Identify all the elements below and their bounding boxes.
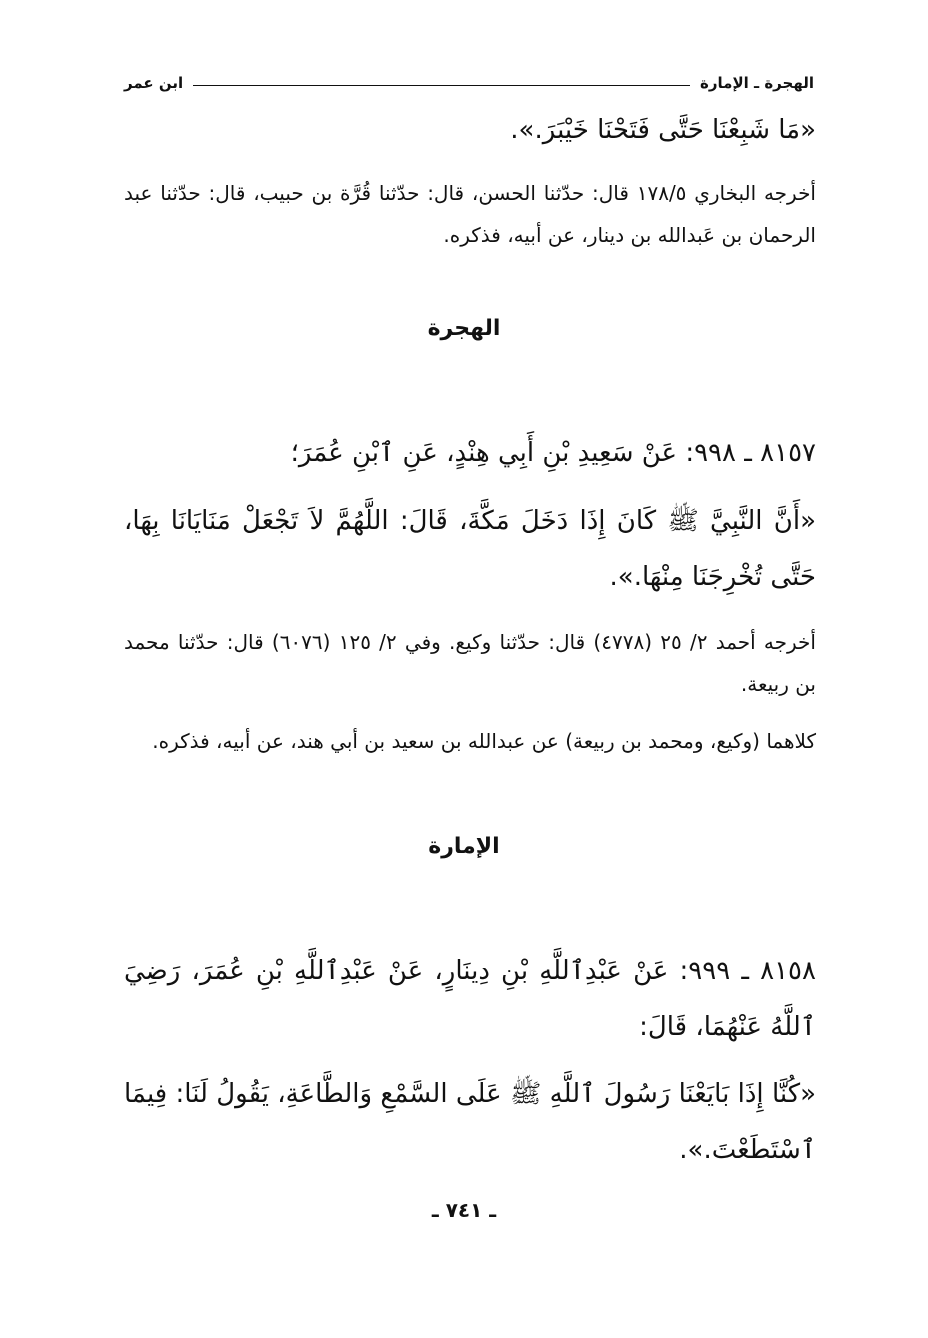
chapter-title: الهجرة ـ الإمارة — [700, 74, 814, 92]
running-header — [124, 66, 814, 92]
hadith-8158-isnad: ٨١٥٨ ـ ٩٩٩: عَنْ عَبْدِٱللَّهِ بْنِ دِينَارٍ، عَنْ عَبْدِٱللَّهِ بْنِ عُمَرَ، رَضِيَ ٱللَّهُ عَنْهُمَا، قَالَ: — [124, 956, 816, 1042]
previous-takhrij: أخرجه البخاري ١٧٨/٥ قال: حدّثنا الحسن، قال: حدّثنا قُرَّة بن حبيب، قال: حدّثنا عبد الرحمان بن عَبدالله بن دينار، عن أبيه، فذكره. — [124, 181, 816, 247]
hadith-8157-takhrij-1: أخرجه أحمد ٢/ ٢٥ (٤٧٧٨) قال: حدّثنا وكيع. وفي ٢/ ١٢٥ (٦٠٧٦) قال: حدّثنا محمد بن ربيعة. — [124, 630, 816, 696]
section-title-hijra: الهجرة — [427, 316, 501, 341]
section-title-imara: الإمارة — [428, 834, 500, 859]
previous-hadith-ending: «مَا شَبِعْنَا حَتَّى فَتَحْنَا خَيْبَرَ.». — [510, 115, 816, 145]
hadith-8158-text: «كُنَّا إِذَا بَايَعْنَا رَسُولَ ٱللَّهِ ﷺ عَلَى السَّمْعِ وَالطَّاعَةِ، يَقُولُ لَنَا: فِيمَا ٱسْتَطَعْتَ.». — [124, 1079, 816, 1165]
header-rule — [193, 85, 690, 86]
page-number: ـ ٧٤١ ـ — [431, 1198, 497, 1222]
hadith-8157-text: «أَنَّ النَّبِيَّ ﷺ كَانَ إِذَا دَخَلَ مَكَّةَ، قَالَ: اللَّهُمَّ لاَ تَجْعَلْ مَنَايَانَا بِهَا، حَتَّى تُخْرِجَنَا مِنْهَا.». — [124, 506, 816, 592]
hadith-8157-takhrij-2: كلاهما (وكيع، ومحمد بن ربيعة) عن عبدالله بن سعيد بن أبي هند، عن أبيه، فذكره. — [152, 729, 816, 753]
narrator-name: ابن عمر — [124, 74, 184, 92]
hadith-8157-isnad: ٨١٥٧ ـ ٩٩٨: عَنْ سَعِيدِ بْنِ أَبِي هِنْدٍ، عَنِ ٱبْنِ عُمَرَ؛ — [290, 438, 816, 468]
